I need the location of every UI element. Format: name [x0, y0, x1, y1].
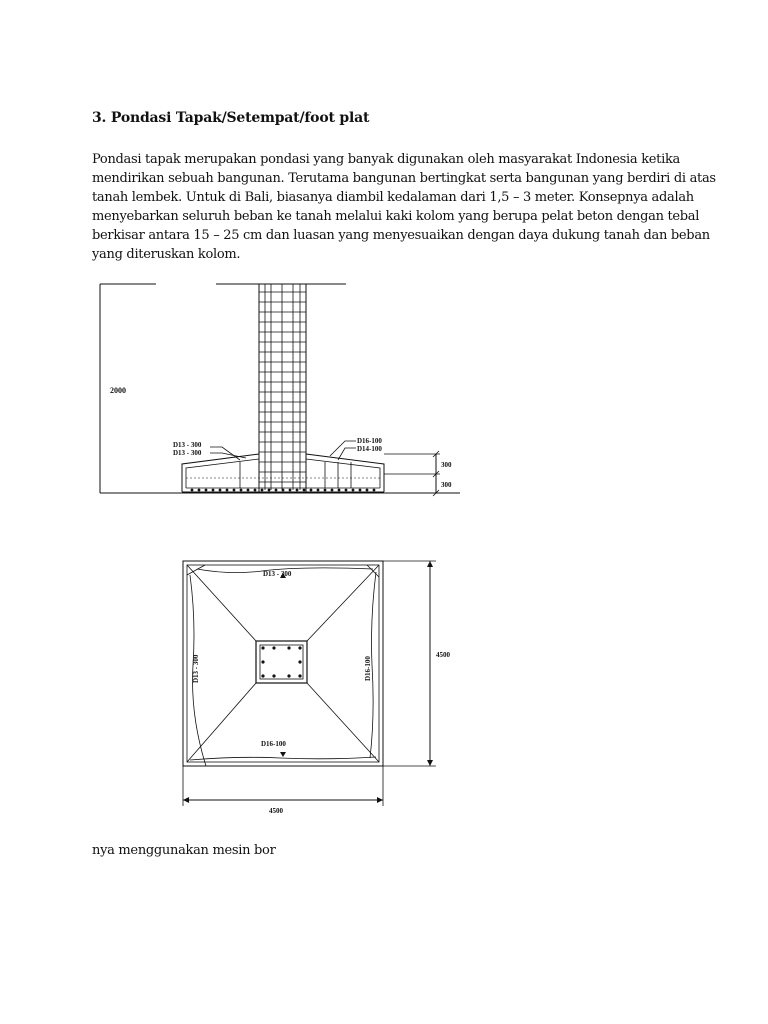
rebar-label-left-1: D13 - 300 — [173, 441, 202, 449]
paragraph-line: yang diteruskan kolom. — [92, 247, 241, 262]
column-rebar-grid — [259, 284, 306, 490]
paragraph-line: Pondasi tapak merupakan pondasi yang banyak digunakan oleh masyarakat Indonesia ketika — [92, 152, 680, 167]
column-plan-bars — [261, 646, 301, 677]
dimension-label-upper: 300 — [441, 461, 452, 469]
column-plan-stirrup — [260, 645, 303, 679]
rebar-label-right-2: D14-100 — [357, 445, 382, 453]
foundation-section-drawing — [100, 284, 460, 496]
plan-rebar-left: D13 - 300 — [192, 654, 200, 683]
foundation-plan-drawing — [183, 561, 436, 806]
leader-left-2 — [210, 453, 246, 458]
column-outline — [259, 284, 306, 492]
paragraph-line: mendirikan sebuah bangunan. Terutama bangunan bertingkat serta bangunan yang berdiri di atas — [92, 171, 716, 186]
rebar-label-left-2: D13 - 300 — [173, 449, 202, 457]
plan-width-label: 4500 — [269, 807, 283, 815]
plan-rebar-right: D16-100 — [364, 656, 372, 681]
rebar-label-right-1: D16-100 — [357, 437, 382, 445]
dimension-label-lower: 300 — [441, 481, 452, 489]
footing-rebar-left — [186, 459, 259, 488]
footing-rebar-right — [306, 459, 380, 488]
footing-rebar-dots — [191, 489, 376, 492]
leader-right — [330, 441, 356, 456]
trailing-text: nya menggunakan mesin bor — [92, 843, 276, 858]
plan-rebar-bottom: D16-100 — [261, 740, 286, 748]
paragraph-line: tanah lembek. Untuk di Bali, biasanya diambil kedalaman dari 1,5 – 3 meter. Konsepnya adalah — [92, 190, 694, 205]
footing-right-slope — [306, 454, 384, 492]
bottom-rebar-curve — [190, 757, 376, 760]
footing-plan-inner — [187, 565, 379, 762]
footing-plan-outline — [183, 561, 383, 766]
paragraph-line: berkisar antara 15 – 25 cm dan luasan yang menyesuaikan dengan daya dukung tanah dan beban — [92, 228, 710, 243]
depth-label: 2000 — [110, 386, 126, 395]
footing-left-slope — [182, 454, 259, 492]
plan-height-label: 4500 — [436, 651, 450, 659]
section-heading: 3. Pondasi Tapak/Setempat/foot plat — [92, 110, 370, 126]
paragraph-line: menyebarkan seluruh beban ke tanah melalui kaki kolom yang berupa pelat beton dengan tebal — [92, 209, 700, 224]
plan-rebar-top: D13 - 300 — [263, 570, 292, 578]
bottom-arrow-marker — [280, 752, 286, 757]
